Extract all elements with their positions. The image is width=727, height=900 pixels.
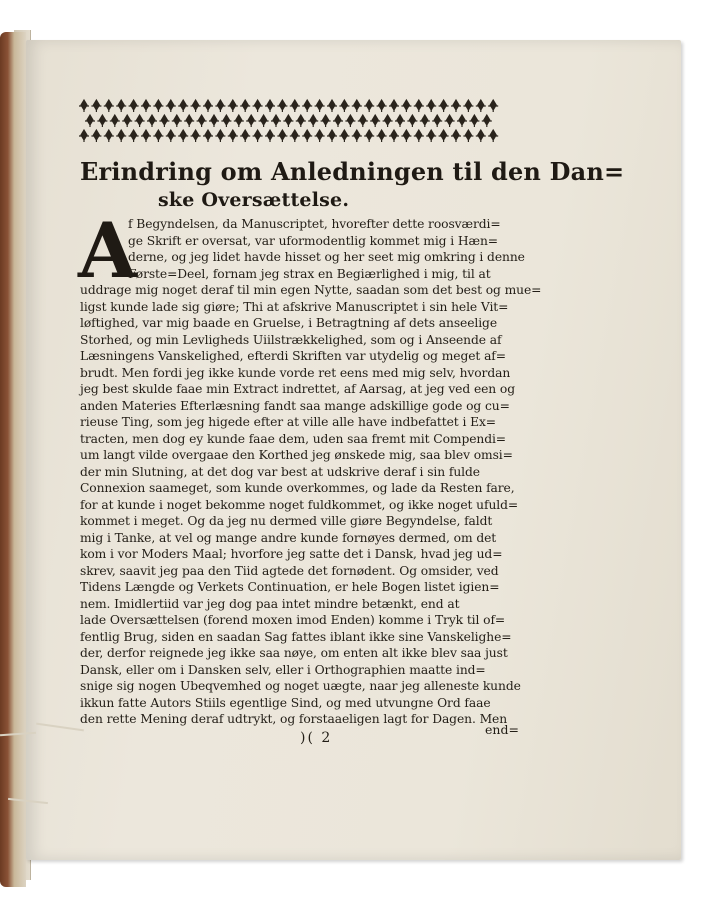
fleuron — [451, 130, 461, 142]
fleuron — [482, 115, 492, 127]
fleuron — [302, 100, 312, 112]
heading-line-1: Erindring om Anledningen til den Dan= — [80, 157, 625, 186]
fleuron — [370, 115, 380, 127]
fleuron — [401, 100, 411, 112]
body-line: kom i vor Moders Maal; hvorfore jeg satte det i Dansk, hvad jeg ud= — [80, 547, 503, 561]
fleuron — [432, 115, 442, 127]
body-line: skrev, saavit jeg paa den Tiid agtede det fornødent. Og omsider, ved — [80, 563, 499, 578]
body-line: jeg best skulde faae min Extract indrettet, af Aarsag, at jeg ved een og — [80, 382, 516, 396]
fleuron — [414, 130, 424, 142]
body-line: rieuse Ting, som jeg higede efter at ville alle have indbefattet i Ex= — [80, 415, 497, 429]
drop-cap: A — [78, 206, 137, 295]
fleuron — [364, 130, 374, 142]
fleuron — [116, 100, 126, 112]
fleuron — [91, 100, 101, 112]
fleuron — [104, 130, 114, 142]
body-line: brudt. Men fordi jeg ikke kunde vorde ret eens med mig selv, hvordan — [80, 365, 511, 380]
fleuron — [129, 130, 139, 142]
fleuron — [209, 115, 219, 127]
fleuron — [129, 100, 139, 112]
fleuron — [122, 115, 132, 127]
fleuron — [345, 115, 355, 127]
body-line: lade Oversættelsen (forend moxen imod Enden) komme i Tryk til of= — [80, 613, 506, 627]
fleuron — [184, 115, 194, 127]
fleuron — [463, 100, 473, 112]
body-line: tracten, men dog ey kunde faae dem, uden saa fremt mit Compendi= — [80, 431, 507, 446]
fleuron — [191, 130, 201, 142]
fleuron — [240, 100, 250, 112]
signature-mark: )( 2 — [300, 730, 333, 746]
body-line: um langt vilde overgaae den Korthed jeg ønskede mig, saa blev omsi= — [80, 448, 513, 462]
fleuron — [259, 115, 269, 127]
fleuron — [197, 115, 207, 127]
section-heading — [80, 157, 625, 186]
fleuron — [476, 100, 486, 112]
fleuron — [389, 130, 399, 142]
fleuron — [141, 130, 151, 142]
fleuron — [215, 130, 225, 142]
body-line: derne, og jeg lidet havde hisset og her seet mig omkring i denne — [128, 250, 525, 264]
fleuron — [178, 100, 188, 112]
fleuron — [228, 130, 238, 142]
fleuron — [271, 115, 281, 127]
fleuron — [469, 115, 479, 127]
fleuron — [85, 115, 95, 127]
fleuron — [321, 115, 331, 127]
fleuron — [203, 100, 213, 112]
fleuron — [339, 100, 349, 112]
fleuron — [110, 115, 120, 127]
fleuron — [79, 100, 89, 112]
fleuron — [116, 130, 126, 142]
fleuron — [104, 100, 114, 112]
fleuron — [141, 100, 151, 112]
fleuron — [166, 130, 176, 142]
fleuron — [166, 100, 176, 112]
fleuron — [327, 130, 337, 142]
fleuron — [253, 130, 263, 142]
fleuron — [488, 100, 498, 112]
fleuron — [97, 115, 107, 127]
fleuron — [389, 100, 399, 112]
fleuron — [377, 100, 387, 112]
body-line: Connexion saameget, som kunde overkommes, og lade da Resten fare, — [80, 481, 515, 495]
fleuron — [221, 115, 231, 127]
fleuron — [277, 100, 287, 112]
fleuron — [426, 130, 436, 142]
fleuron — [296, 115, 306, 127]
fleuron — [383, 115, 393, 127]
body-line: fentlig Brug, siden en saadan Sag fattes iblant ikke sine Vanskelighe= — [80, 629, 512, 644]
fleuron — [426, 100, 436, 112]
fleuron — [352, 100, 362, 112]
fleuron — [79, 130, 89, 142]
fleuron — [445, 115, 455, 127]
body-line: mig i Tanke, at vel og mange andre kunde fornøyes dermed, om det — [80, 530, 497, 545]
fleuron — [290, 100, 300, 112]
fleuron — [364, 100, 374, 112]
body-line: uddrage mig noget deraf til min egen Nytte, saadan som det best og mue= — [80, 283, 542, 297]
fleuron — [420, 115, 430, 127]
fleuron — [315, 130, 325, 142]
fleuron — [339, 130, 349, 142]
fleuron — [302, 130, 312, 142]
fleuron — [377, 130, 387, 142]
fleuron — [240, 130, 250, 142]
body-line: løftighed, var mig baade en Gruelse, i Betragtning af dets anseelige — [80, 316, 497, 330]
body-line: Læsningens Vanskelighed, efterdi Skriften var utydelig og meget af= — [80, 349, 506, 363]
fleuron — [333, 115, 343, 127]
catchword: end= — [485, 722, 519, 737]
fleuron — [203, 130, 213, 142]
fleuron — [91, 130, 101, 142]
fleuron — [159, 115, 169, 127]
fleuron — [153, 100, 163, 112]
body-line: ligst kunde lade sig giøre; Thi at afskrive Manuscriptet i sin hele Vit= — [80, 299, 509, 314]
body-line: Tidens Længde og Verkets Continuation, er hele Bogen listet igien= — [80, 580, 500, 594]
fleuron — [265, 100, 275, 112]
fleuron — [277, 130, 287, 142]
body-line: for at kunde i noget bekomme noget fuldkommet, og ikke noget ufuld= — [80, 497, 519, 512]
book-binding — [0, 32, 26, 887]
fleuron — [414, 100, 424, 112]
body-line: der min Slutning, at det dog var best at udskrive deraf i sin fulde — [80, 464, 480, 479]
fleuron — [439, 100, 449, 112]
body-line: der, derfor reignede jeg ikke saa nøye, om enten alt ikke blev saa just — [80, 646, 508, 660]
body-line: den rette Mening deraf udtrykt, og forstaaeligen lagt for Dagen. Men — [80, 712, 508, 726]
fleuron — [476, 130, 486, 142]
fleuron — [358, 115, 368, 127]
fleuron — [215, 100, 225, 112]
fleuron — [407, 115, 417, 127]
body-line: snige sig nogen Ubeqvemhed og noget uægte, naar jeg alleneste kunde — [80, 679, 521, 693]
fleuron — [463, 130, 473, 142]
fleuron — [315, 100, 325, 112]
fleuron — [253, 100, 263, 112]
fleuron — [327, 100, 337, 112]
fleuron — [234, 115, 244, 127]
fleuron — [451, 100, 461, 112]
fleuron — [265, 130, 275, 142]
fleuron — [439, 130, 449, 142]
fleuron — [283, 115, 293, 127]
fleuron — [457, 115, 467, 127]
fleuron — [246, 115, 256, 127]
body-line: f Begyndelsen, da Manuscriptet, hvorefter dette roosværdi= — [128, 217, 501, 231]
body-line: nem. Imidlertiid var jeg dog paa intet mindre betænkt, end at — [80, 596, 460, 611]
fleuron — [153, 130, 163, 142]
fleuron — [308, 115, 318, 127]
fleuron — [488, 130, 498, 142]
fleuron — [228, 100, 238, 112]
fleuron — [401, 130, 411, 142]
body-line: ge Skrift er oversat, var uformodentlig kommet mig i Hæn= — [128, 233, 498, 248]
fleuron — [172, 115, 182, 127]
fleuron — [147, 115, 157, 127]
body-line: Dansk, eller om i Dansken selv, eller i Orthographien maatte ind= — [80, 662, 486, 677]
fleuron — [395, 115, 405, 127]
body-line: Storhed, og min Levligheds Uiilstrækkelighed, som og i Anseende af — [80, 332, 502, 347]
body-line: ikkun fatte Autors Stiils egentlige Sind, og med utvungne Ord faae — [80, 695, 491, 710]
section-heading-line-2: ske Oversættelse. — [158, 189, 350, 211]
body-line: anden Materies Efterlæsning fandt saa mange adskillige gode og cu= — [80, 398, 510, 413]
fleuron — [290, 130, 300, 142]
fleuron — [135, 115, 145, 127]
fleuron — [352, 130, 362, 142]
body-line: Første=Deel, fornam jeg strax en Begiærlighed i mig, til at — [128, 266, 491, 281]
fleuron — [191, 100, 201, 112]
body-line: kommet i meget. Og da jeg nu dermed ville giøre Begyndelse, faldt — [80, 514, 493, 528]
fleuron — [178, 130, 188, 142]
ornament-band — [78, 98, 506, 146]
